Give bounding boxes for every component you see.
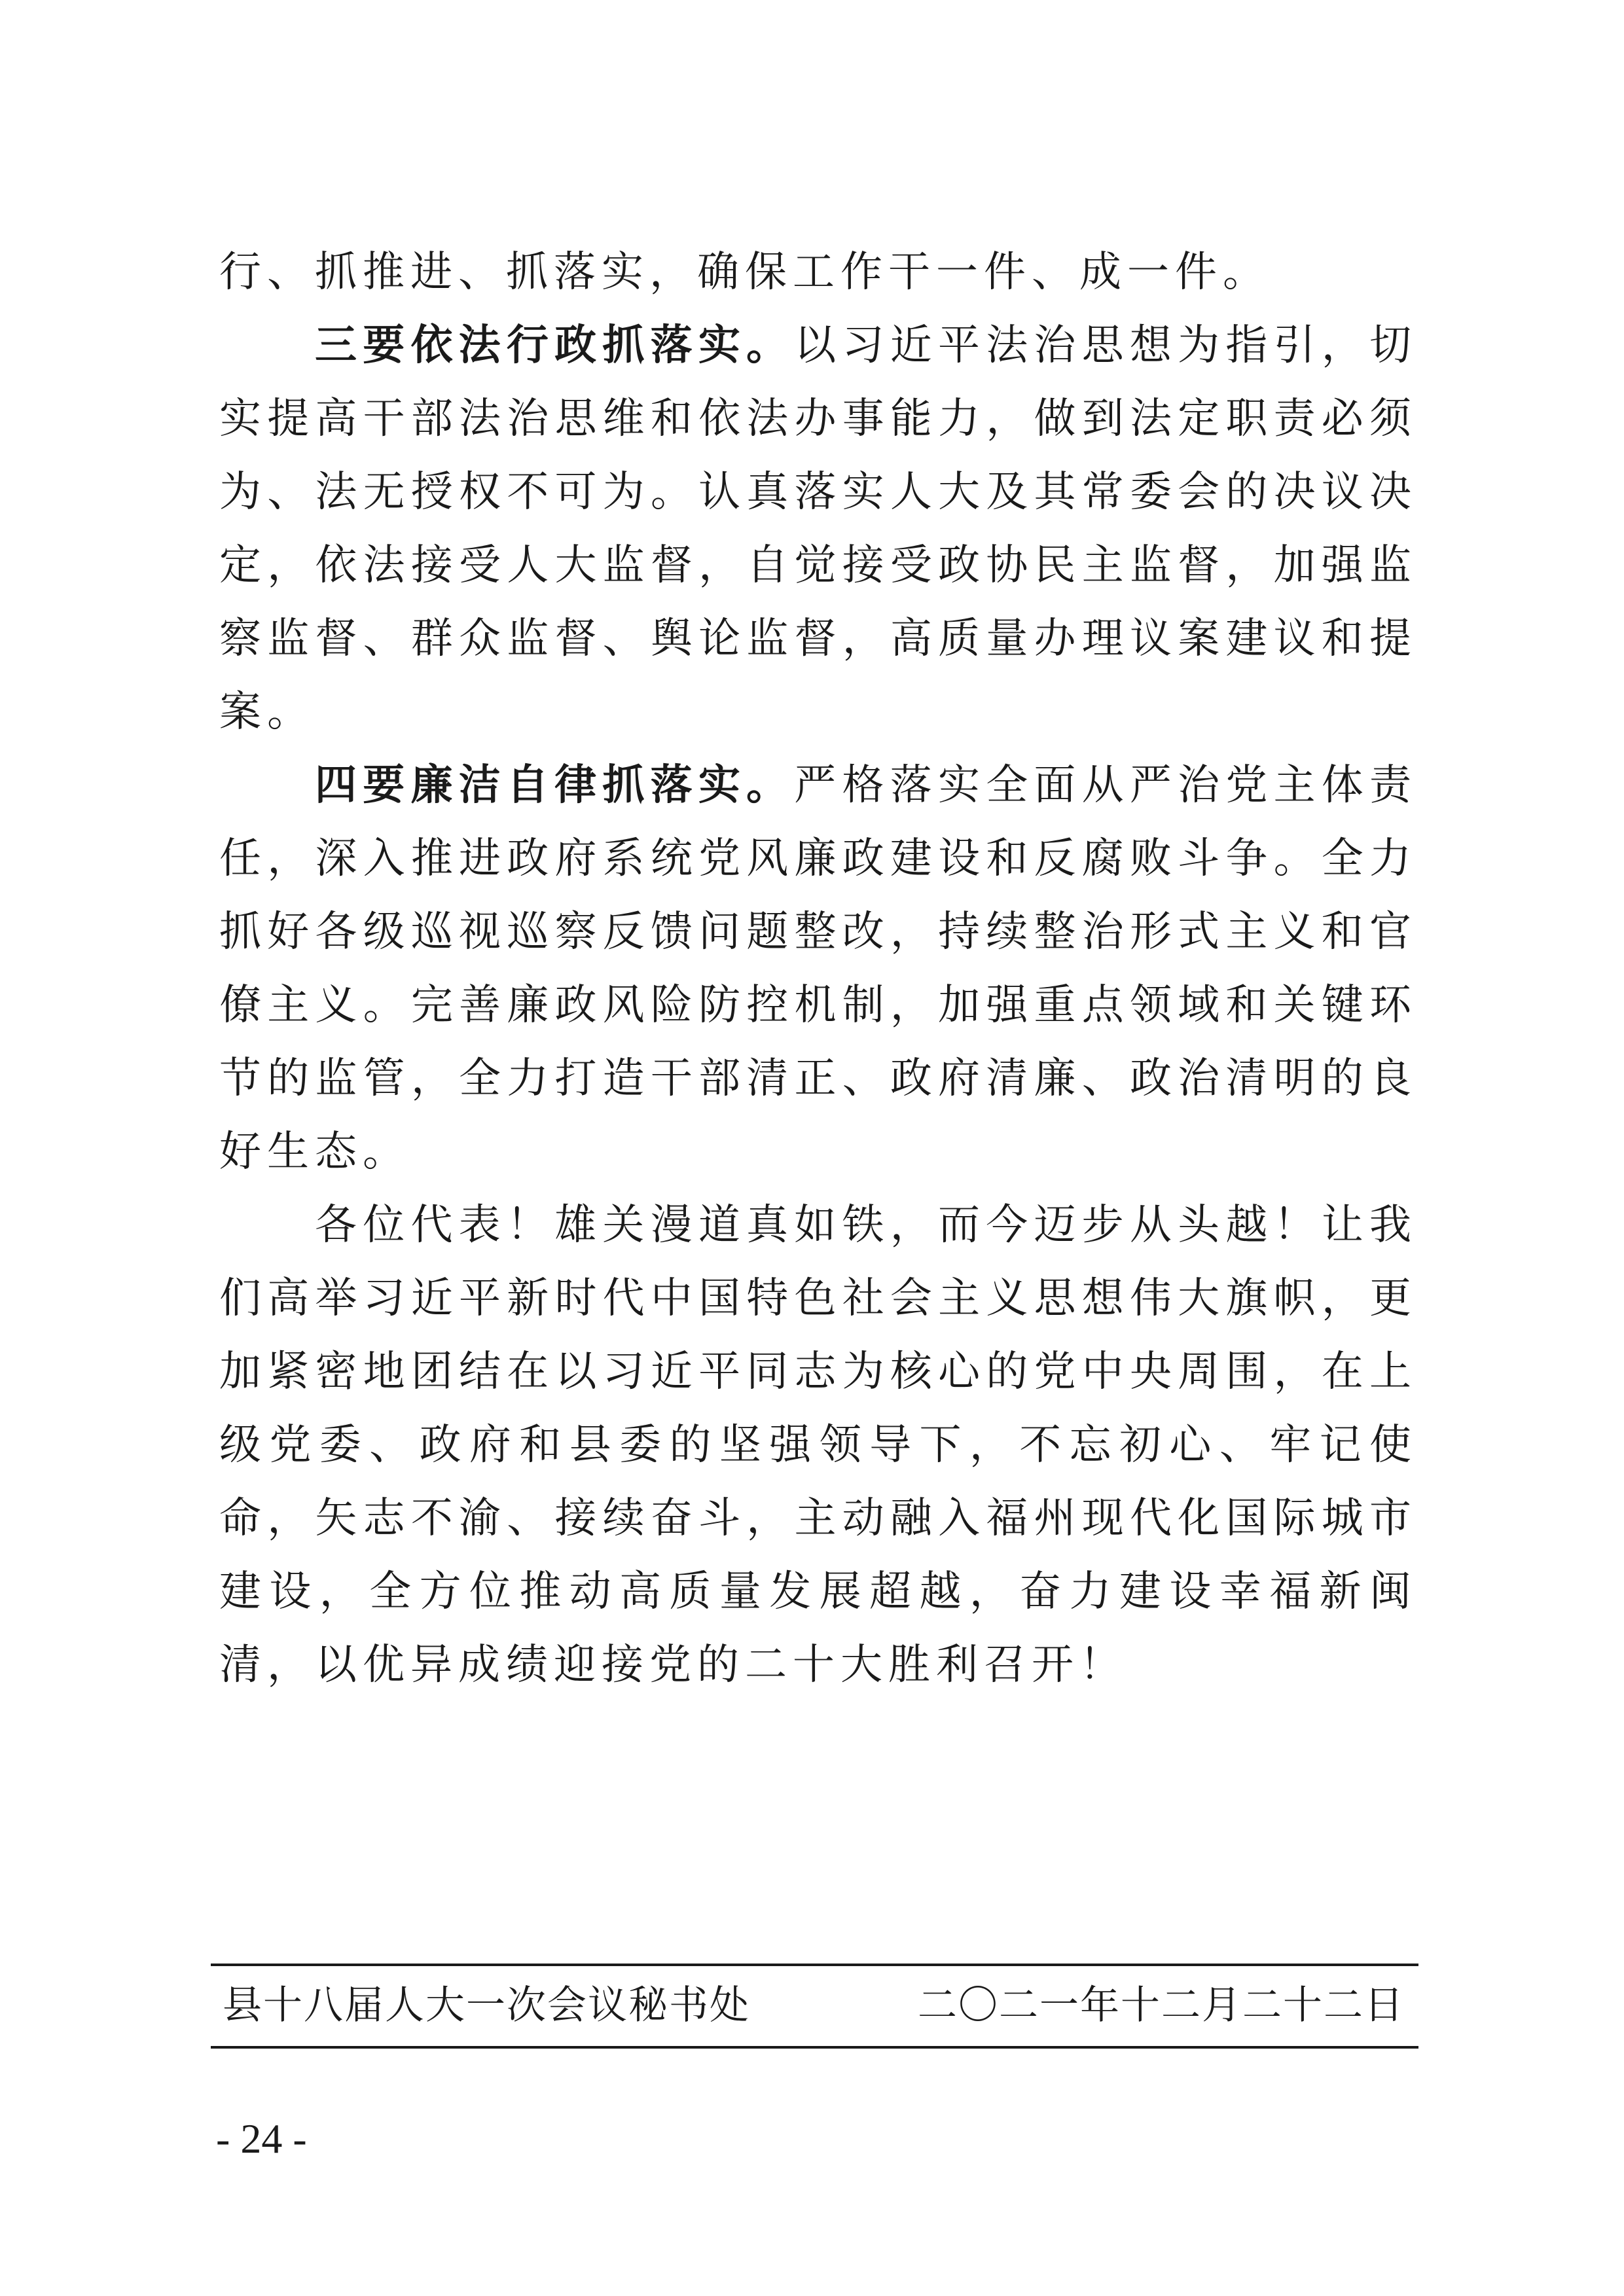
paragraph-text: 以习近平法治思想为指引，切实提高干部法治思维和依法办事能力，做到法定职责必须为、法无授权不可为。认真落实人大及其常委会的决议决定，依法接受人大监督，自觉接受政协民主监督，加强监察监督、群众监督、舆论监督，高质量办理议案建议和提案。 bbox=[219, 321, 1418, 736]
paragraph-text: 严格落实全面从严治党主体责任，深入推进政府系统党风廉政建设和反腐败斗争。全力抓好各级巡视巡察反馈问题整改，持续整治形式主义和官僚主义。完善廉政风险防控机制，加强重点领域和关键环节的监管，全力打造干部清正、政府清廉、政治清明的良好生态。 bbox=[219, 761, 1418, 1176]
footer-issuer: 县十八届人大一次会议秘书处 bbox=[223, 1982, 750, 2028]
document-body bbox=[219, 236, 1417, 1702]
paragraph-integrity bbox=[219, 749, 1417, 1189]
footer-top-rule bbox=[211, 1964, 1418, 1966]
paragraph-continuation bbox=[219, 236, 1417, 309]
footer-bottom-rule bbox=[211, 2046, 1418, 2049]
page-number: - 24 - bbox=[216, 2115, 307, 2162]
footer-date: 二〇二一年十二月二十二日 bbox=[918, 1982, 1405, 2028]
paragraph-text: 各位代表！雄关漫道真如铁，而今迈步从头越！让我们高举习近平新时代中国特色社会主义思想伟大旗帜，更加紧密地团结在以习近平同志为核心的党中央周围，在上级党委、政府和县委的坚强领导下，不忘初心、牢记使命，矢志不渝、接续奋斗，主动融入福州现代化国际城市建设，全方位推动高质量发展超越，奋力建设幸福新闽清，以优异成绩迎接党的二十大胜利召开！ bbox=[219, 1201, 1417, 1689]
paragraph-rule-of-law bbox=[219, 309, 1417, 749]
paragraph-lead-heading: 四要廉洁自律抓落实。 bbox=[315, 761, 795, 810]
paragraph-lead-heading: 三要依法行政抓落实。 bbox=[315, 321, 795, 370]
paragraph-text: 行、抓推进、抓落实，确保工作干一件、成一件。 bbox=[219, 248, 1271, 296]
paragraph-closing bbox=[219, 1189, 1417, 1702]
